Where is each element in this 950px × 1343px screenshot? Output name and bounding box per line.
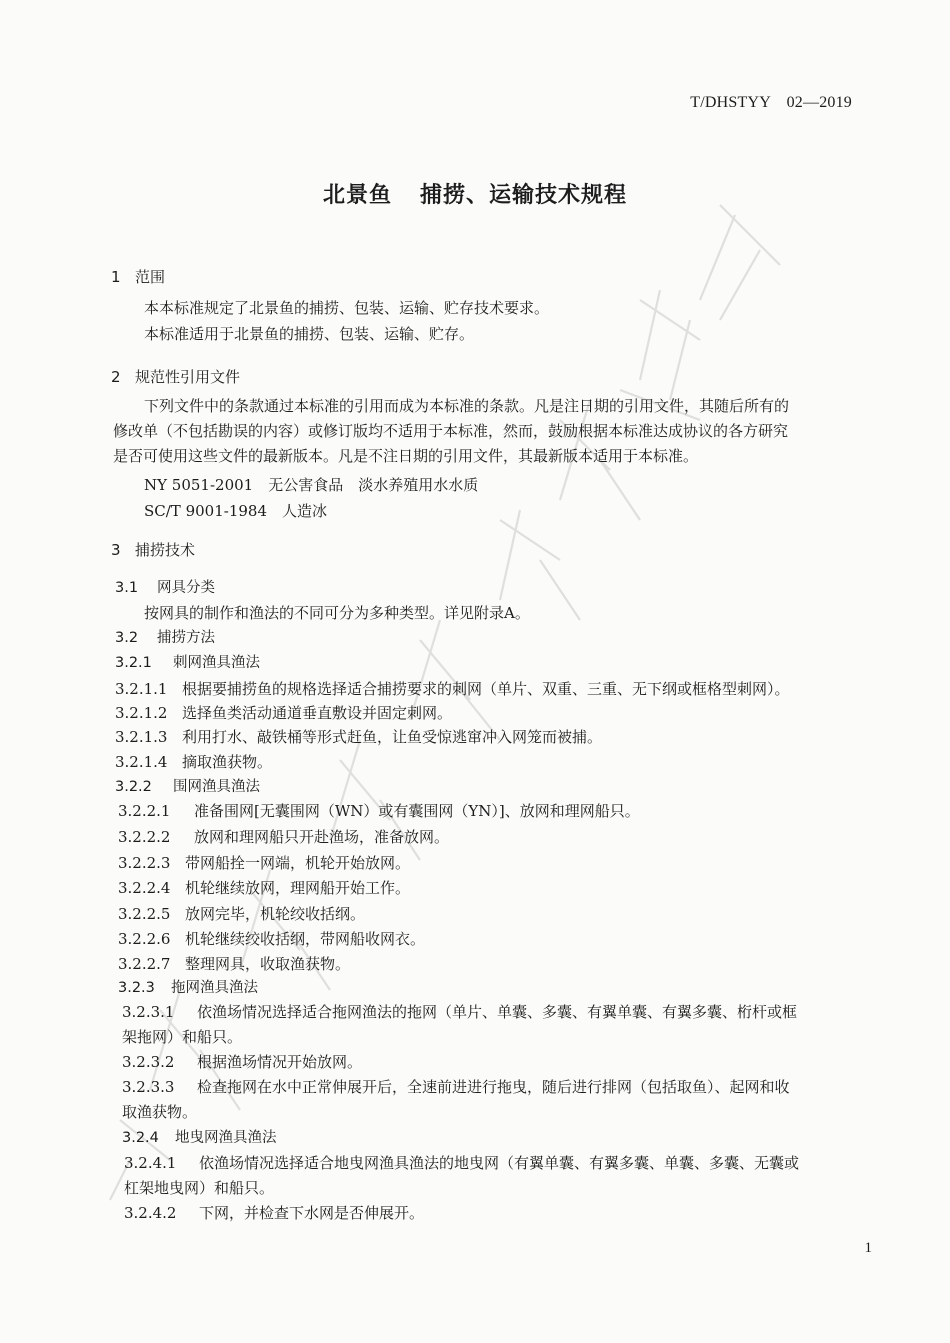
section-title: 范围: [135, 268, 166, 286]
subsection-heading: [115, 628, 215, 648]
clause-text: 放网完毕，机轮绞收括纲。: [185, 905, 366, 923]
standard-code: T/DHSTYY 02—2019: [690, 94, 852, 111]
clause-item: [115, 727, 602, 747]
subsection-heading: [115, 578, 215, 598]
document-title: [0, 178, 950, 209]
clause-number: 3.2.2.1: [118, 802, 171, 820]
subsection-title: 围网渔具渔法: [173, 779, 260, 795]
clause-continuation: 取渔获物。: [122, 1103, 198, 1121]
section-title: 规范性引用文件: [135, 368, 241, 386]
section-title: 捕捞技术: [135, 541, 196, 559]
clause-item: [118, 827, 449, 847]
clause-number: 3.2.2.7: [118, 955, 171, 973]
section-1-heading: [111, 267, 165, 287]
title-main: 捕捞、运输技术规程: [420, 183, 628, 208]
clause-item: [115, 679, 790, 699]
subsection-number: 3.2: [115, 630, 139, 646]
page-number: 1: [864, 1240, 872, 1256]
subsection-number: 3.2.4: [122, 1130, 159, 1146]
clause-text: 利用打水、敲铁桶等形式赶鱼，让鱼受惊逃窜冲入网笼而被捕。: [182, 728, 603, 746]
paragraph-line: 修改单（不包括勘误的内容）或修订版均不适用于本标准，然而，鼓励根据本标准达成协议的各方研究: [113, 422, 789, 440]
clause-number: 3.2.2.6: [118, 930, 171, 948]
clause-number: 3.2.2.2: [118, 828, 171, 846]
clause-item: [124, 1203, 424, 1223]
subsection-heading: [115, 653, 260, 673]
clause-item: [115, 752, 272, 772]
paragraph-line: 是否可使用这些文件的最新版本。凡是不注日期的引用文件，其最新版本适用于本标准。: [113, 447, 699, 465]
clause-number: 3.2.4.1: [124, 1154, 177, 1172]
reference-item: SC/T 9001-1984 人造冰: [144, 502, 327, 520]
clause-number: 3.2.3.2: [122, 1053, 175, 1071]
clause-text: 选择鱼类活动通道垂直敷设并固定刺网。: [182, 704, 453, 722]
clause-item: [118, 954, 350, 974]
subsection-number: 3.2.1: [115, 655, 152, 671]
clause-text: 下网，并检查下水网是否伸展开。: [199, 1204, 425, 1222]
clause-text: 机轮继续放网，理网船开始工作。: [185, 879, 411, 897]
clause-item: [118, 853, 410, 873]
clause-item: [118, 929, 425, 949]
clause-number: 3.2.2.3: [118, 854, 171, 872]
subsection-heading: [115, 777, 260, 797]
clause-number: 3.2.3.3: [122, 1078, 175, 1096]
subsection-title: 拖网渔具渔法: [171, 980, 258, 996]
section-number: 2: [111, 368, 121, 386]
paragraph: 本本标准规定了北景鱼的捕捞、包装、运输、贮存技术要求。: [144, 299, 550, 317]
clause-text: 检查拖网在水中正常伸展开后，全速前进进行拖曳，随后进行排网（包括取鱼）、起网和收: [197, 1078, 790, 1096]
clause-number: 3.2.3.1: [122, 1003, 175, 1021]
section-number: 3: [111, 541, 121, 559]
clause-number: 3.2.4.2: [124, 1204, 177, 1222]
clause-number: 3.2.1.4: [115, 753, 168, 771]
clause-text: 机轮继续绞收括纲，带网船收网衣。: [185, 930, 426, 948]
paragraph: 本标准适用于北景鱼的捕捞、包装、运输、贮存。: [144, 325, 475, 343]
clause-item: [118, 878, 410, 898]
subsection-number: 3.1: [115, 580, 139, 596]
clause-text: 整理网具，收取渔获物。: [185, 955, 351, 973]
clause-text: 摘取渔获物。: [182, 753, 273, 771]
subsection-heading: [122, 1128, 277, 1148]
clause-text: 根据要捕捞鱼的规格选择适合捕捞要求的刺网（单片、双重、三重、无下纲或框格型刺网）。: [182, 680, 790, 698]
subsection-title: 网具分类: [157, 580, 215, 596]
clause-text: 准备围网[无囊围网（WN）或有囊围网（YN）]、放网和理网船只。: [194, 802, 640, 820]
subsection-number: 3.2.3: [118, 980, 155, 996]
subsection-title: 刺网渔具渔法: [173, 655, 260, 671]
subsection-title: 地曳网渔具渔法: [175, 1130, 277, 1146]
clause-text: 依渔场情况选择适合地曳网渔具渔法的地曳网（有翼单囊、有翼多囊、单囊、多囊、无囊或: [199, 1154, 800, 1172]
clause-text: 放网和理网船只开赴渔场，准备放网。: [194, 828, 450, 846]
title-subject: 北景鱼: [322, 183, 392, 208]
clause-continuation: 杠架地曳网）和船只。: [124, 1179, 275, 1197]
clause-continuation: 架拖网）和船只。: [122, 1028, 243, 1046]
clause-item: [124, 1153, 799, 1173]
clause-item: [115, 703, 452, 723]
clause-item: [122, 1002, 797, 1022]
clause-item: [118, 801, 640, 821]
subsection-heading: [118, 978, 258, 998]
clause-text: 依渔场情况选择适合拖网渔法的拖网（单片、单囊、多囊、有翼单囊、有翼多囊、桁杆或框: [197, 1003, 798, 1021]
subsection-number: 3.2.2: [115, 779, 152, 795]
paragraph: 按网具的制作和渔法的不同可分为多种类型。详见附录A。: [144, 604, 530, 622]
paragraph-line: 下列文件中的条款通过本标准的引用而成为本标准的条款。凡是注日期的引用文件，其随后所有的: [144, 397, 790, 415]
section-3-heading: [111, 540, 195, 560]
clause-number: 3.2.2.4: [118, 879, 171, 897]
clause-item: [122, 1052, 362, 1072]
section-2-heading: [111, 367, 240, 387]
subsection-title: 捕捞方法: [157, 630, 215, 646]
clause-text: 带网船拴一网端，机轮开始放网。: [185, 854, 411, 872]
clause-number: 3.2.1.1: [115, 680, 168, 698]
clause-number: 3.2.2.5: [118, 905, 171, 923]
clause-item: [122, 1077, 790, 1097]
clause-item: [118, 904, 365, 924]
clause-number: 3.2.1.3: [115, 728, 168, 746]
clause-text: 根据渔场情况开始放网。: [197, 1053, 363, 1071]
clause-number: 3.2.1.2: [115, 704, 168, 722]
reference-item: NY 5051-2001 无公害食品 淡水养殖用水水质: [144, 476, 479, 494]
section-number: 1: [111, 268, 121, 286]
